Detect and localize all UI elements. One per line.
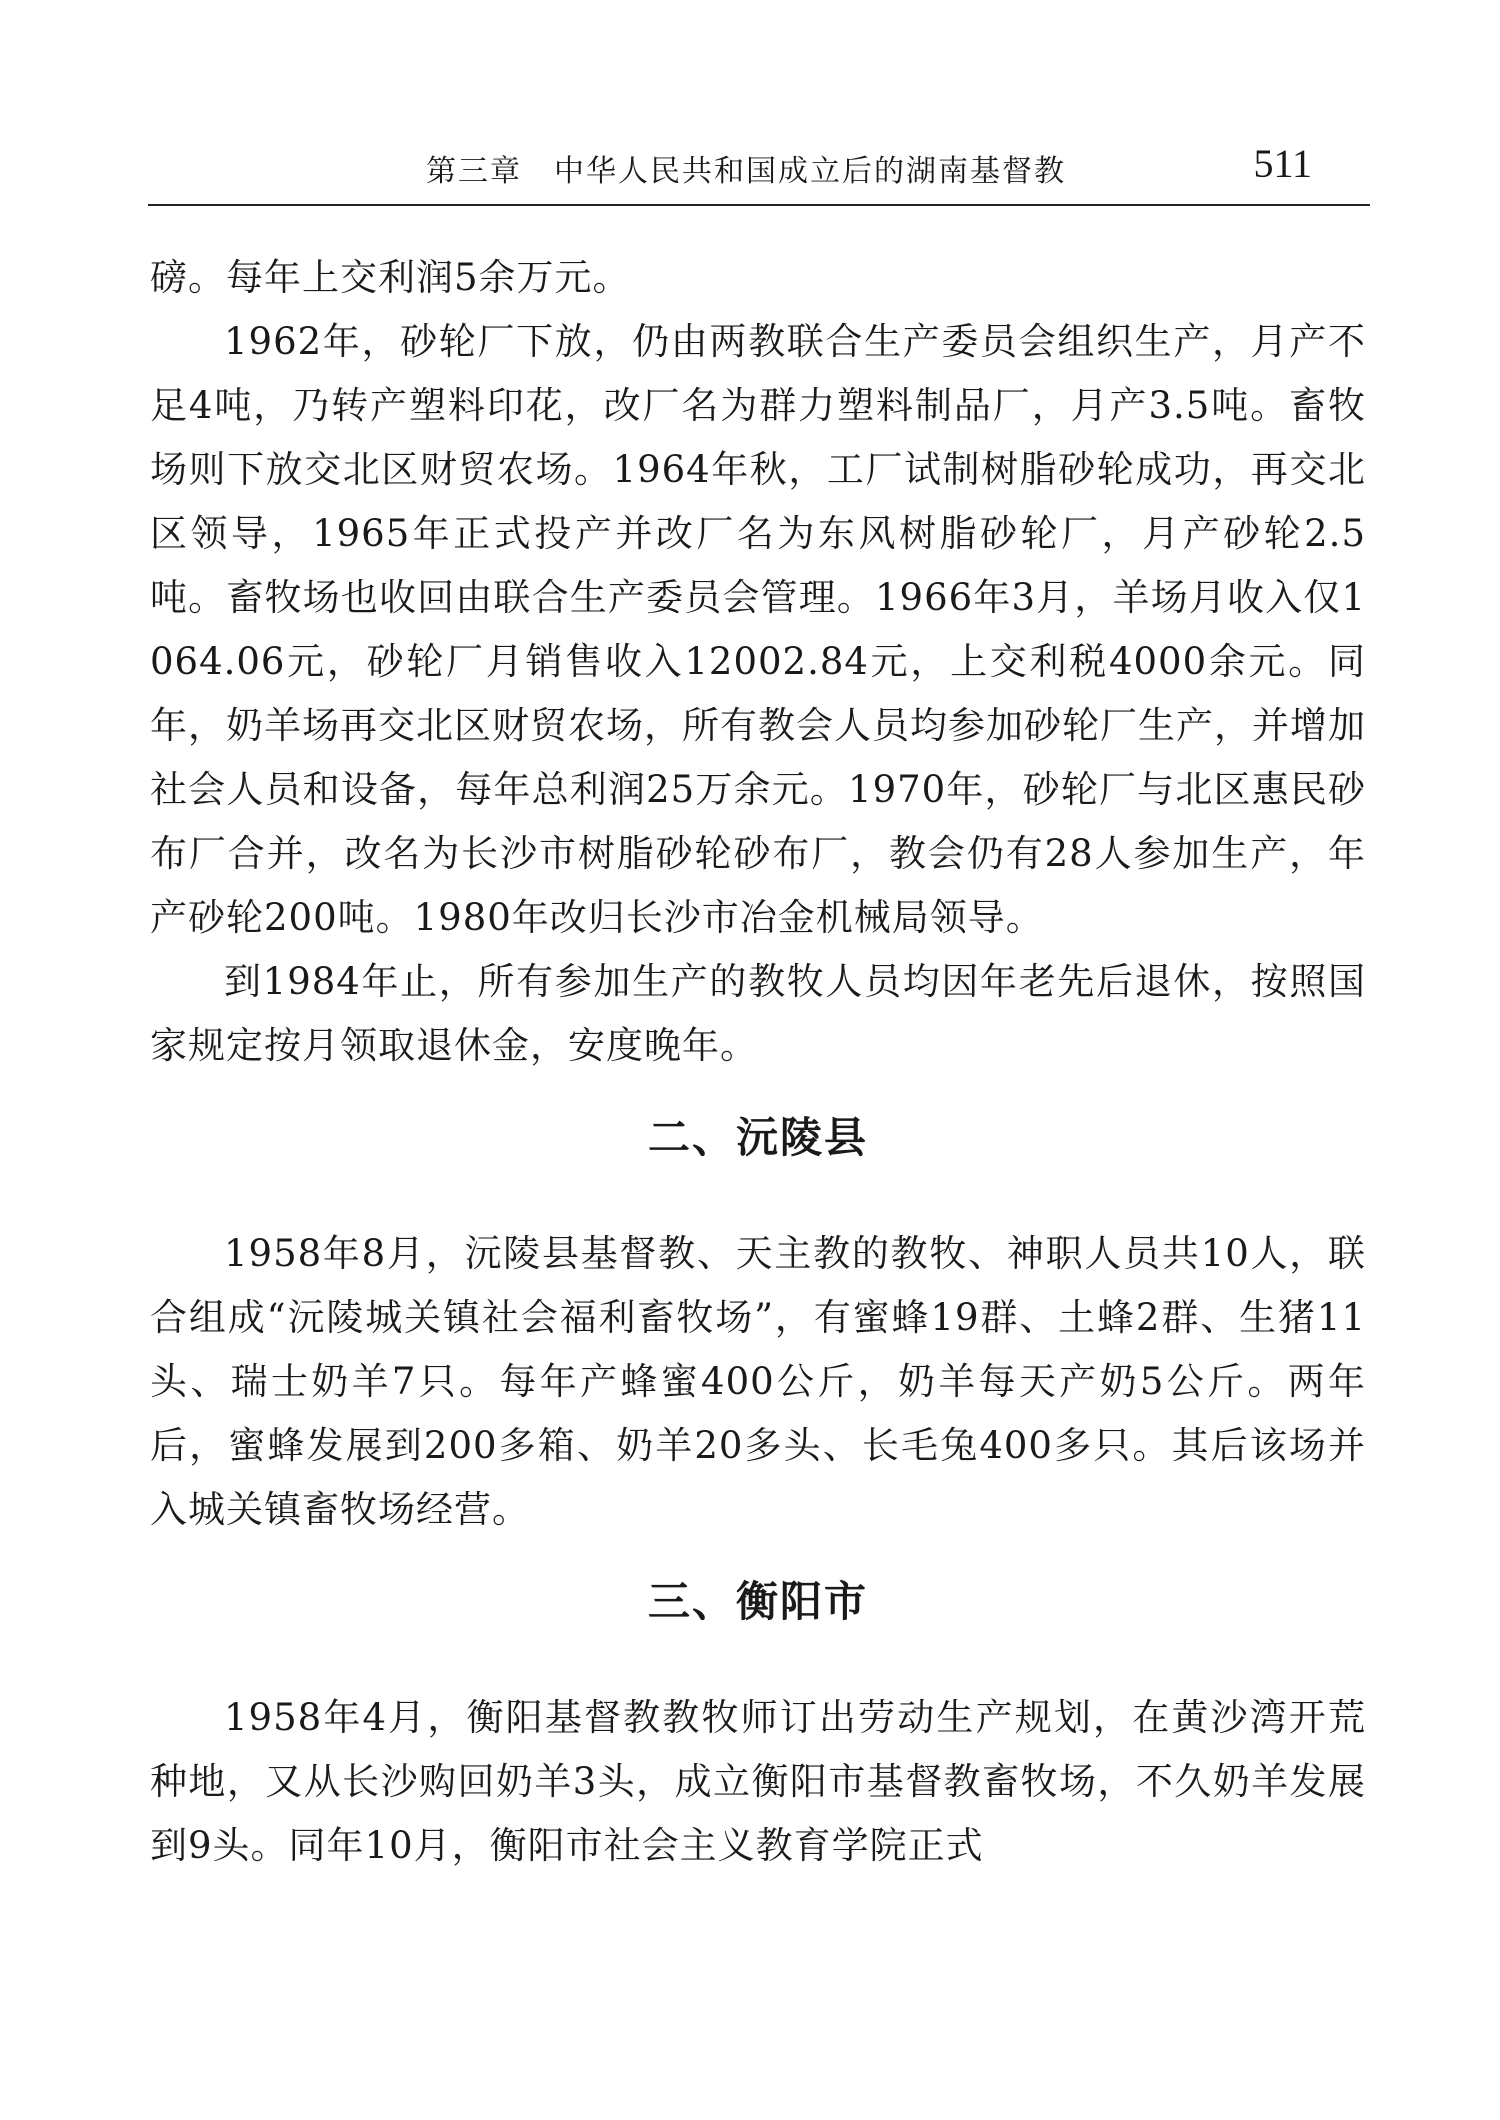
section-heading-yuanling: 二、沅陵县 bbox=[647, 1113, 868, 1162]
page-body bbox=[150, 246, 1366, 1878]
page-number: 511 bbox=[1253, 141, 1312, 186]
paragraph-yuanling: 1958年8月，沅陵县基督教、天主教的教牧、神职人员共10人，联合组成“沅陵城关镇社会福利畜牧场”，有蜜蜂19群、土蜂2群、生猪11头、瑞士奶羊7只。每年产蜂蜜400公斤，奶羊每天产奶5公斤。两年后，蜜蜂发展到200多箱、奶羊20多头、长毛兔400多只。其后该场并入城关镇畜牧场经营。 bbox=[150, 1232, 1366, 1531]
chapter-title: 第三章 中华人民共和国成立后的湖南基督教 bbox=[426, 154, 1066, 189]
paragraph-changsha-factory: 1962年，砂轮厂下放，仍由两教联合生产委员会组织生产，月产不足4吨，乃转产塑料印花，改厂名为群力塑料制品厂，月产3.5吨。畜牧场则下放交北区财贸农场。1964年秋，工厂试制树脂砂轮成功，再交北区领导，1965年正式投产并改厂名为东风树脂砂轮厂，月产砂轮2.5吨。畜牧场也收回由联合生产委员会管理。1966年3月，羊场月收入仅1064.06元，砂轮厂月销售收入12002.84元，上交利税4000余元。同年，奶羊场再交北区财贸农场，所有教会人员均参加砂轮厂生产，并增加社会人员和设备，每年总利润25万余元。1970年，砂轮厂与北区惠民砂布厂合并，改名为长沙市树脂砂轮砂布厂，教会仍有28人参加生产，年产砂轮200吨。1980年改归长沙市冶金机械局领导。 bbox=[150, 320, 1366, 939]
section-heading-hengyang: 三、衡阳市 bbox=[647, 1577, 868, 1626]
running-header bbox=[148, 140, 1370, 206]
paragraph-retirement: 到1984年止，所有参加生产的教牧人员均因年老先后退休，按照国家规定按月领取退休金，安度晚年。 bbox=[150, 960, 1366, 1067]
paragraph-continuation: 磅。每年上交利润5余万元。 bbox=[150, 256, 631, 299]
paragraph-hengyang: 1958年4月，衡阳基督教教牧师订出劳动生产规划，在黄沙湾开荒种地，又从长沙购回奶羊3头，成立衡阳市基督教畜牧场，不久奶羊发展到9头。同年10月，衡阳市社会主义教育学院正式 bbox=[150, 1696, 1366, 1867]
